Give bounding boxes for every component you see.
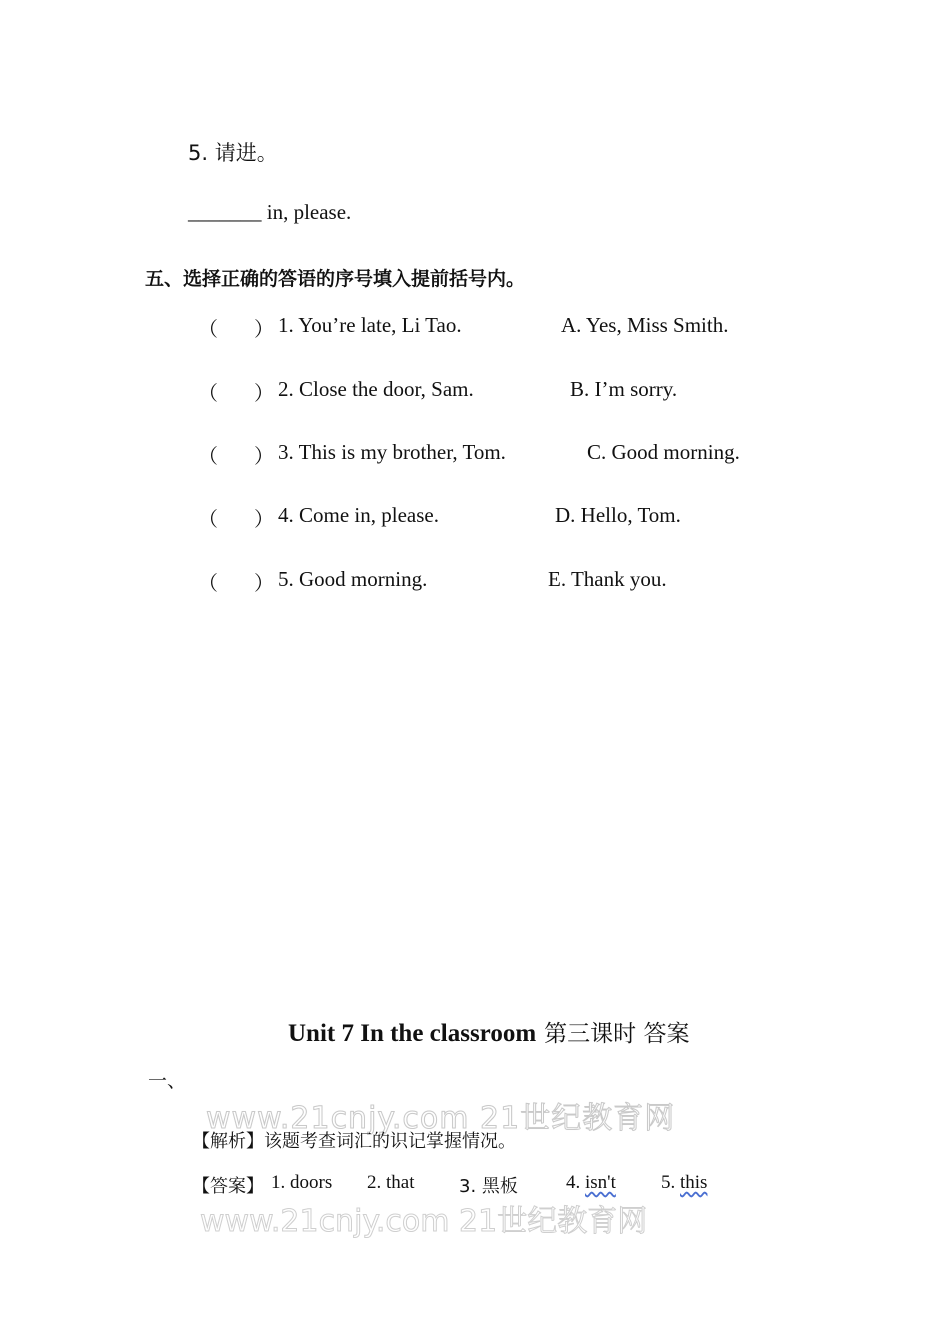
paren-close: ）	[254, 317, 274, 341]
answer-item: 1. doors	[271, 1172, 333, 1193]
question-text: 5. Good morning.	[278, 567, 428, 591]
option-text: C. Good morning.	[587, 440, 740, 464]
question-row	[198, 503, 218, 532]
paren-close: ）	[254, 444, 274, 468]
q5-answer-line: _______ in, please.	[188, 200, 352, 224]
option-text: A. Yes, Miss Smith.	[561, 313, 729, 337]
paren-close: ）	[254, 507, 274, 531]
paren-close: ）	[254, 381, 274, 405]
paren-open: （	[198, 571, 218, 595]
question-text: 1. You’re late, Li Tao.	[278, 313, 462, 337]
watermark: www.21cnjy.com 21世纪教育网	[206, 1101, 676, 1136]
answer-word-this: this	[680, 1172, 708, 1193]
question-row	[198, 313, 218, 342]
answer-item: 3. 黑板	[459, 1176, 518, 1197]
paren-close: ）	[254, 571, 274, 595]
answer-word-isnt: isn't	[585, 1172, 616, 1193]
answers-title-cn: 第三课时 答案	[544, 1021, 690, 1047]
question-row	[198, 567, 218, 596]
answer-item: 4. isn't	[566, 1172, 616, 1193]
analysis-line	[192, 1127, 516, 1153]
question-row	[198, 377, 218, 406]
paren-open: （	[198, 444, 218, 468]
analysis-label: 【解析】	[192, 1131, 264, 1152]
section5-title: 五、选择正确的答语的序号填入提前括号内。	[145, 268, 526, 290]
option-text: D. Hello, Tom.	[555, 503, 681, 527]
question-row	[198, 440, 218, 469]
paren-open: （	[198, 317, 218, 341]
answer-item: 2. that	[367, 1172, 415, 1193]
question-text: 3. This is my brother, Tom.	[278, 440, 506, 464]
answers-title	[288, 1015, 689, 1048]
question-text: 4. Come in, please.	[278, 503, 439, 527]
option-text: E. Thank you.	[548, 567, 667, 591]
q5-prompt: 5. 请进。	[188, 141, 278, 165]
option-text: B. I’m sorry.	[570, 377, 678, 401]
paren-open: （	[198, 507, 218, 531]
watermark-partial: www.21cnjy.com 21世纪教育网	[200, 1204, 648, 1239]
part1-label: 一、	[148, 1070, 187, 1092]
answer-label: 【答案】	[192, 1176, 264, 1197]
question-text: 2. Close the door, Sam.	[278, 377, 474, 401]
analysis-text: 该题考查词汇的识记掌握情况。	[264, 1131, 516, 1152]
answer-line	[192, 1172, 264, 1198]
paren-open: （	[198, 381, 218, 405]
answer-item: 5. this	[661, 1172, 708, 1193]
answers-title-en: Unit 7 In the classroom	[288, 1020, 537, 1047]
